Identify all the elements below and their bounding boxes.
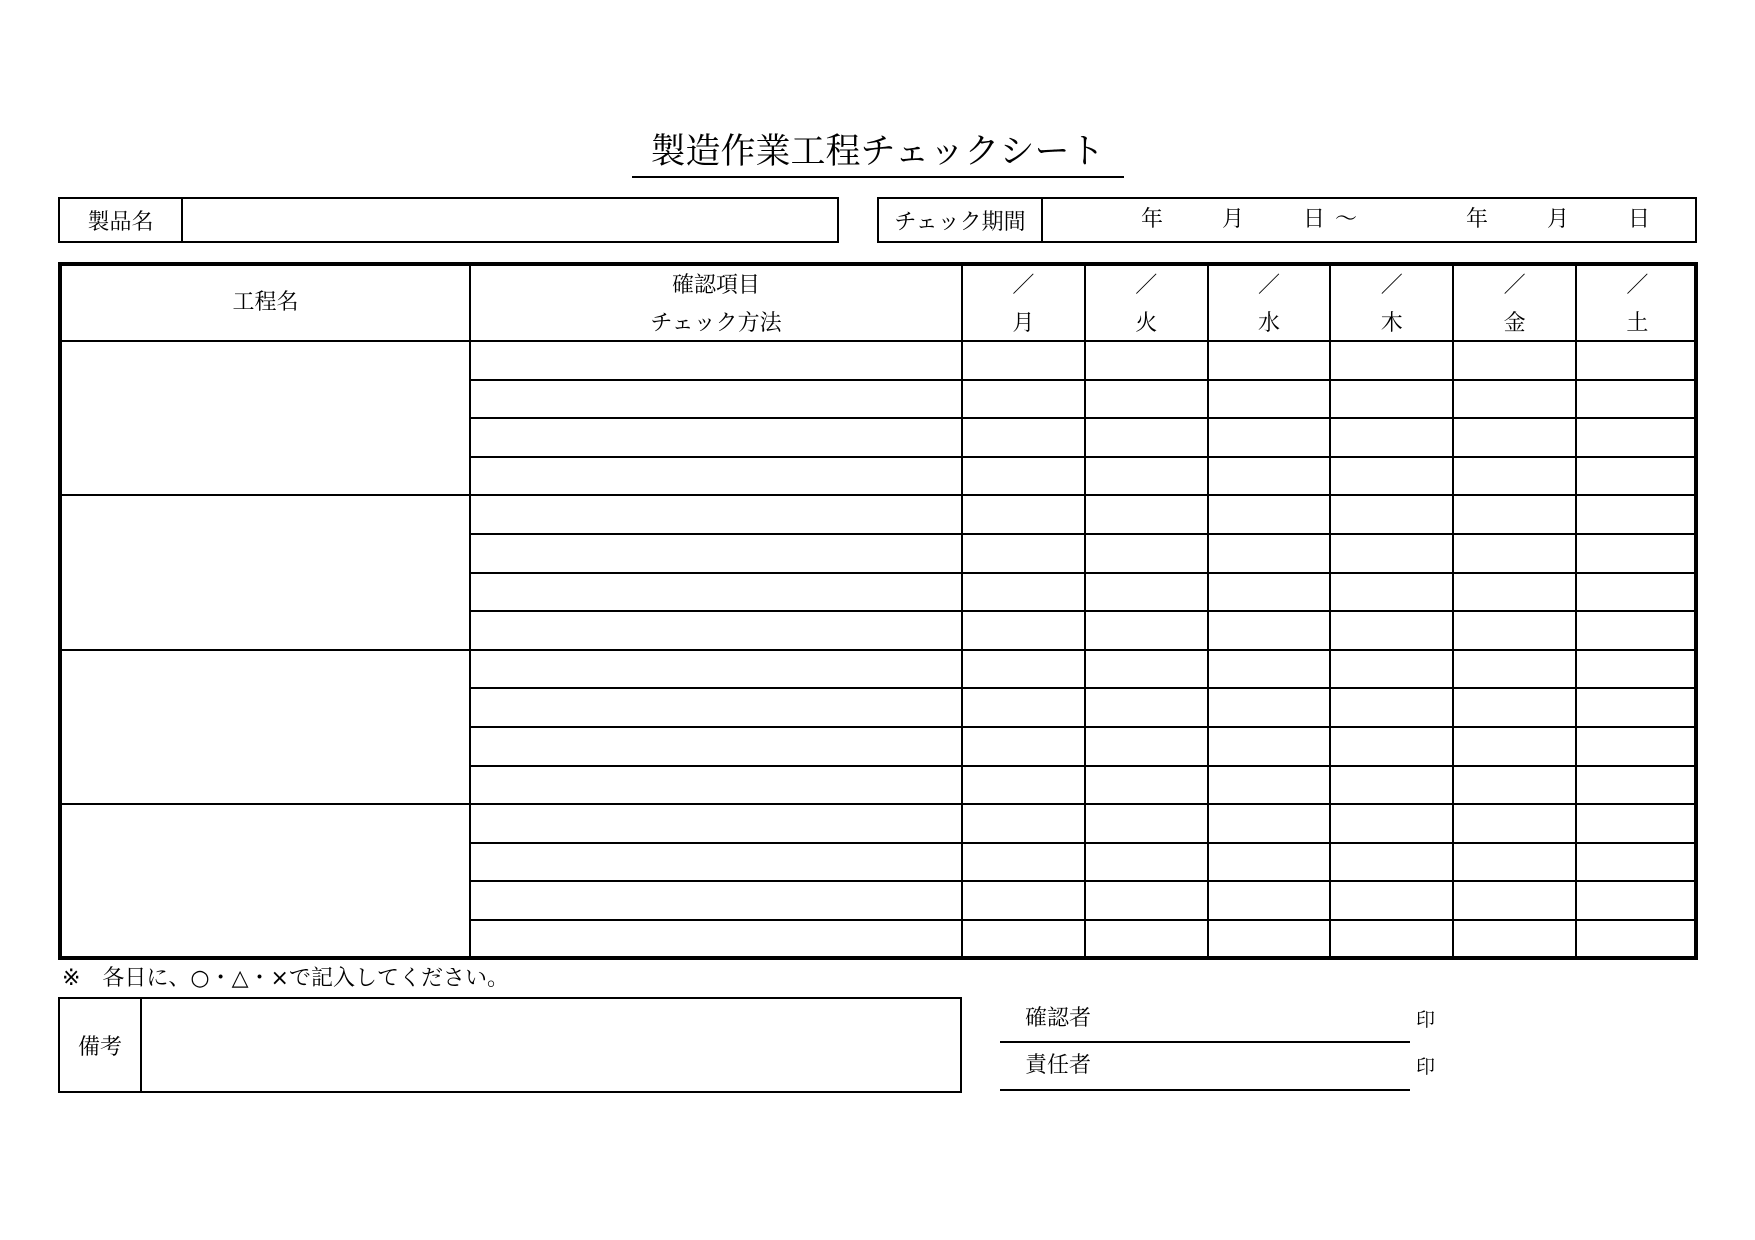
day-check-cell[interactable] xyxy=(1086,921,1207,958)
day-check-cell[interactable] xyxy=(1454,882,1575,919)
day-check-cell[interactable] xyxy=(1086,496,1207,533)
day-check-cell[interactable] xyxy=(963,496,1084,533)
start-day-unit: 日 xyxy=(1303,207,1326,232)
day-check-cell[interactable] xyxy=(1454,419,1575,456)
day-check-cell[interactable] xyxy=(1454,844,1575,881)
day-check-cell[interactable] xyxy=(1086,767,1207,804)
product-name-box xyxy=(58,197,839,243)
day-check-cell[interactable] xyxy=(1454,805,1575,842)
day-check-cell[interactable] xyxy=(1209,381,1330,418)
responsible-label: 責任者 xyxy=(1025,1053,1092,1078)
day-check-cell[interactable] xyxy=(963,882,1084,919)
check-item-cell[interactable] xyxy=(471,458,961,495)
check-period-box xyxy=(877,197,1697,243)
day-check-cell[interactable] xyxy=(1086,882,1207,919)
confirmer-seal: 印 xyxy=(1416,1009,1436,1031)
responsible-seal: 印 xyxy=(1416,1056,1436,1078)
day-check-cell[interactable] xyxy=(1331,921,1452,958)
day-check-cell[interactable] xyxy=(1209,342,1330,379)
day-check-cell[interactable] xyxy=(1577,805,1698,842)
weekday-header-4: 木 xyxy=(1380,311,1403,336)
product-name-field[interactable] xyxy=(185,199,837,241)
day-check-cell[interactable] xyxy=(1209,921,1330,958)
check-table xyxy=(58,262,1698,960)
check-item-cell[interactable] xyxy=(471,767,961,804)
day-check-cell[interactable] xyxy=(963,728,1084,765)
day-check-cell[interactable] xyxy=(1209,651,1330,688)
day-check-cell[interactable] xyxy=(1331,689,1452,726)
check-item-cell[interactable] xyxy=(471,651,961,688)
remarks-box xyxy=(58,997,962,1093)
day-check-cell[interactable] xyxy=(1086,651,1207,688)
check-item-cell[interactable] xyxy=(471,612,961,649)
day-check-cell[interactable] xyxy=(1331,651,1452,688)
check-item-cell[interactable] xyxy=(471,728,961,765)
day-check-cell[interactable] xyxy=(1331,496,1452,533)
remarks-field[interactable] xyxy=(144,999,960,1091)
confirmer-label: 確認者 xyxy=(1025,1006,1092,1031)
process-name-cell[interactable] xyxy=(62,496,469,648)
check-item-cell[interactable] xyxy=(471,921,961,958)
day-check-cell[interactable] xyxy=(1577,728,1698,765)
check-item-cell[interactable] xyxy=(471,535,961,572)
day-check-cell[interactable] xyxy=(1086,574,1207,611)
end-day-unit: 日 xyxy=(1628,207,1651,232)
day-check-cell[interactable] xyxy=(1331,805,1452,842)
day-check-cell[interactable] xyxy=(1086,419,1207,456)
date-slash-1[interactable]: ／ xyxy=(1012,273,1035,298)
check-item-cell[interactable] xyxy=(471,419,961,456)
day-check-cell[interactable] xyxy=(1577,381,1698,418)
check-item-header: 確認項目 xyxy=(671,273,760,298)
day-check-cell[interactable] xyxy=(1454,535,1575,572)
day-check-cell[interactable] xyxy=(1209,767,1330,804)
day-check-cell[interactable] xyxy=(1454,651,1575,688)
day-check-cell[interactable] xyxy=(1454,381,1575,418)
check-period-field[interactable] xyxy=(1045,199,1695,241)
product-name-label: 製品名 xyxy=(60,199,183,241)
weekday-header-5: 金 xyxy=(1503,311,1526,336)
day-check-cell[interactable] xyxy=(963,535,1084,572)
day-check-cell[interactable] xyxy=(1331,574,1452,611)
day-check-cell[interactable] xyxy=(963,844,1084,881)
title-underline xyxy=(632,176,1124,178)
day-check-cell[interactable] xyxy=(1454,728,1575,765)
weekday-header-6: 土 xyxy=(1626,311,1649,336)
day-check-cell[interactable] xyxy=(1209,496,1330,533)
date-slash-2[interactable]: ／ xyxy=(1135,273,1158,298)
day-check-cell[interactable] xyxy=(963,767,1084,804)
day-check-cell[interactable] xyxy=(1454,458,1575,495)
day-check-cell[interactable] xyxy=(1086,844,1207,881)
day-check-cell[interactable] xyxy=(1331,844,1452,881)
day-check-cell[interactable] xyxy=(1086,458,1207,495)
end-year-unit: 年 xyxy=(1466,207,1489,232)
day-check-cell[interactable] xyxy=(1577,535,1698,572)
date-slash-5[interactable]: ／ xyxy=(1503,273,1526,298)
check-item-cell[interactable] xyxy=(471,689,961,726)
day-check-cell[interactable] xyxy=(1331,342,1452,379)
day-check-cell[interactable] xyxy=(1086,381,1207,418)
weekday-header-3: 水 xyxy=(1257,311,1280,336)
date-slash-3[interactable]: ／ xyxy=(1257,273,1280,298)
day-check-cell[interactable] xyxy=(1209,574,1330,611)
day-check-cell[interactable] xyxy=(1577,342,1698,379)
check-item-cell[interactable] xyxy=(471,844,961,881)
day-check-cell[interactable] xyxy=(1086,535,1207,572)
check-method-header: チェック方法 xyxy=(650,311,782,336)
day-check-cell[interactable] xyxy=(1454,342,1575,379)
day-check-cell[interactable] xyxy=(1577,921,1698,958)
day-check-cell[interactable] xyxy=(1331,419,1452,456)
day-check-cell[interactable] xyxy=(1209,535,1330,572)
day-check-cell[interactable] xyxy=(963,689,1084,726)
day-check-cell[interactable] xyxy=(1577,767,1698,804)
day-check-cell[interactable] xyxy=(1209,689,1330,726)
day-check-cell[interactable] xyxy=(1331,458,1452,495)
day-check-cell[interactable] xyxy=(1331,767,1452,804)
day-check-cell[interactable] xyxy=(1577,419,1698,456)
process-name-cell[interactable] xyxy=(62,342,469,494)
day-check-cell[interactable] xyxy=(1454,574,1575,611)
day-check-cell[interactable] xyxy=(963,921,1084,958)
day-check-cell[interactable] xyxy=(1454,689,1575,726)
check-item-cell[interactable] xyxy=(471,381,961,418)
day-check-cell[interactable] xyxy=(1454,496,1575,533)
date-slash-6[interactable]: ／ xyxy=(1626,273,1649,298)
day-check-cell[interactable] xyxy=(963,419,1084,456)
day-check-cell[interactable] xyxy=(1454,612,1575,649)
responsible-signature-line[interactable] xyxy=(1000,1089,1410,1091)
remarks-label: 備考 xyxy=(60,999,142,1091)
day-check-cell[interactable] xyxy=(1577,689,1698,726)
page-title: 製造作業工程チェックシート xyxy=(650,132,1105,172)
day-check-cell[interactable] xyxy=(1209,805,1330,842)
day-check-cell[interactable] xyxy=(1086,728,1207,765)
day-check-cell[interactable] xyxy=(963,805,1084,842)
day-check-cell[interactable] xyxy=(1331,882,1452,919)
process-name-header: 工程名 xyxy=(232,290,299,315)
day-check-cell[interactable] xyxy=(1086,689,1207,726)
day-check-cell[interactable] xyxy=(1577,458,1698,495)
check-item-cell[interactable] xyxy=(471,574,961,611)
day-check-cell[interactable] xyxy=(1331,381,1452,418)
day-check-cell[interactable] xyxy=(1577,651,1698,688)
day-check-cell[interactable] xyxy=(963,342,1084,379)
process-name-cell[interactable] xyxy=(62,805,469,957)
day-check-cell[interactable] xyxy=(1577,574,1698,611)
day-check-cell[interactable] xyxy=(1209,458,1330,495)
day-check-cell[interactable] xyxy=(1086,342,1207,379)
date-slash-4[interactable]: ／ xyxy=(1380,273,1403,298)
day-check-cell[interactable] xyxy=(1454,767,1575,804)
day-check-cell[interactable] xyxy=(1577,496,1698,533)
day-check-cell[interactable] xyxy=(963,612,1084,649)
day-check-cell[interactable] xyxy=(1331,535,1452,572)
end-month-unit: 月 xyxy=(1547,207,1570,232)
check-item-cell[interactable] xyxy=(471,496,961,533)
day-check-cell[interactable] xyxy=(963,574,1084,611)
day-check-cell[interactable] xyxy=(1331,728,1452,765)
day-check-cell[interactable] xyxy=(1209,844,1330,881)
day-check-cell[interactable] xyxy=(1454,921,1575,958)
day-check-cell[interactable] xyxy=(963,458,1084,495)
day-check-cell[interactable] xyxy=(1086,612,1207,649)
weekday-header-1: 月 xyxy=(1012,311,1035,336)
day-check-cell[interactable] xyxy=(1086,805,1207,842)
check-item-cell[interactable] xyxy=(471,882,961,919)
start-year-unit: 年 xyxy=(1141,207,1164,232)
instruction-note: ※ 各日に、○・△・×で記入してください。 xyxy=(62,966,509,991)
day-check-cell[interactable] xyxy=(1577,844,1698,881)
day-check-cell[interactable] xyxy=(1577,612,1698,649)
day-check-cell[interactable] xyxy=(1209,612,1330,649)
weekday-header-2: 火 xyxy=(1135,311,1158,336)
check-period-label: チェック期間 xyxy=(879,199,1043,241)
period-tilde: ～ xyxy=(1335,207,1358,232)
confirmer-signature-line[interactable] xyxy=(1000,1041,1410,1043)
day-check-cell[interactable] xyxy=(963,651,1084,688)
process-name-cell[interactable] xyxy=(62,651,469,803)
check-item-cell[interactable] xyxy=(471,805,961,842)
day-check-cell[interactable] xyxy=(1331,612,1452,649)
day-check-cell[interactable] xyxy=(963,381,1084,418)
day-check-cell[interactable] xyxy=(1209,419,1330,456)
day-check-cell[interactable] xyxy=(1209,882,1330,919)
check-item-cell[interactable] xyxy=(471,342,961,379)
day-check-cell[interactable] xyxy=(1577,882,1698,919)
start-month-unit: 月 xyxy=(1222,207,1245,232)
day-check-cell[interactable] xyxy=(1209,728,1330,765)
